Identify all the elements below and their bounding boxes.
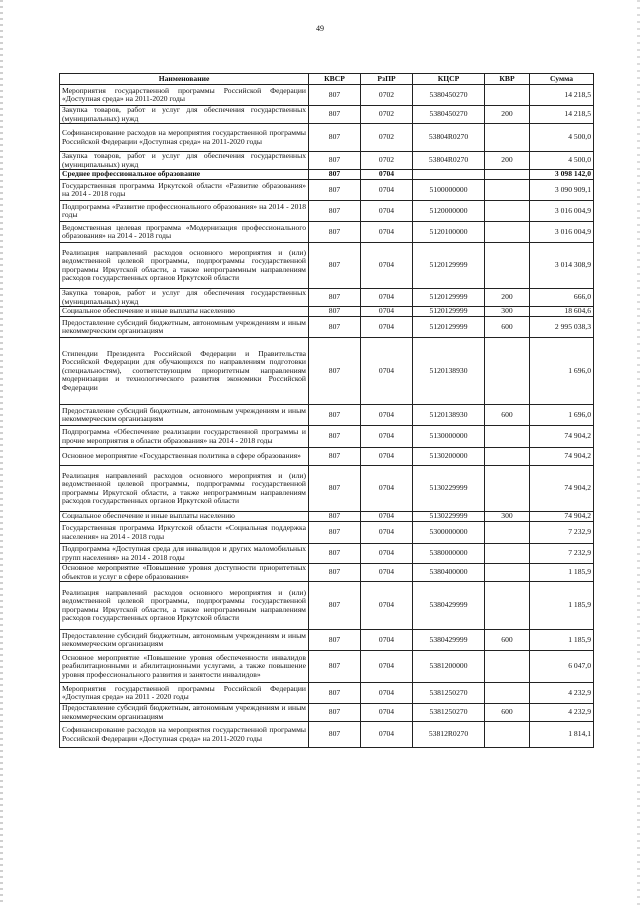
table-row bbox=[60, 722, 594, 748]
cell-kcsr: 5120138930 bbox=[413, 405, 485, 426]
cell-name: Предоставление субсидий бюджетным, автономным учреждениям и иным некоммерческим организациям bbox=[60, 630, 309, 651]
cell-name: Закупка товаров, работ и услуг для обеспечения государственных (муниципальных) нужд bbox=[60, 106, 309, 124]
cell-kvr bbox=[485, 544, 530, 564]
cell-kcsr: 5130200000 bbox=[413, 448, 485, 466]
cell-name: Подпрограмма «Доступная среда для инвалидов и других маломобильных групп населения» на 2014 - 2018 годы bbox=[60, 544, 309, 564]
scan-edge-left bbox=[0, 0, 3, 905]
cell-kvsr: 807 bbox=[309, 317, 361, 338]
cell-kvr: 600 bbox=[485, 317, 530, 338]
cell-rzpr: 0704 bbox=[361, 466, 413, 512]
table-row bbox=[60, 170, 594, 180]
cell-name: Закупка товаров, работ и услуг для обеспечения государственных (муниципальных) нужд bbox=[60, 289, 309, 307]
cell-rzpr: 0704 bbox=[361, 243, 413, 289]
cell-kvsr: 807 bbox=[309, 180, 361, 201]
cell-kvsr: 807 bbox=[309, 704, 361, 722]
cell-name: Предоставление субсидий бюджетным, автономным учреждениям и иным некоммерческим организациям bbox=[60, 405, 309, 426]
cell-kvr bbox=[485, 426, 530, 448]
cell-name: Реализация направлений расходов основного мероприятия и (или) ведомственной целевой программы, подпрограммы государственной программы Иркутской области, а также непрограммным направлениям расходов государственных органов Иркутской области bbox=[60, 582, 309, 630]
cell-kcsr: 53812R0270 bbox=[413, 722, 485, 748]
cell-kcsr: 5380450270 bbox=[413, 85, 485, 106]
cell-kvr bbox=[485, 564, 530, 582]
cell-kvsr: 807 bbox=[309, 222, 361, 243]
cell-name: Закупка товаров, работ и услуг для обеспечения государственных (муниципальных) нужд bbox=[60, 152, 309, 170]
cell-kcsr: 5120100000 bbox=[413, 222, 485, 243]
cell-kvr bbox=[485, 201, 530, 222]
cell-name: Предоставление субсидий бюджетным, автономным учреждениям и иным некоммерческим организациям bbox=[60, 704, 309, 722]
table-row bbox=[60, 405, 594, 426]
cell-kcsr: 5120129999 bbox=[413, 317, 485, 338]
cell-sum: 7 232,9 bbox=[530, 544, 594, 564]
table-row bbox=[60, 317, 594, 338]
column-header-kcsr: КЦСР bbox=[413, 74, 485, 85]
cell-kvsr: 807 bbox=[309, 307, 361, 317]
cell-rzpr: 0704 bbox=[361, 582, 413, 630]
cell-kvr bbox=[485, 466, 530, 512]
cell-kcsr: 53804R0270 bbox=[413, 124, 485, 152]
cell-kvsr: 807 bbox=[309, 564, 361, 582]
table-row bbox=[60, 152, 594, 170]
cell-kcsr: 5380450270 bbox=[413, 106, 485, 124]
cell-sum: 14 218,5 bbox=[530, 106, 594, 124]
cell-kcsr: 5130229999 bbox=[413, 466, 485, 512]
cell-kvsr: 807 bbox=[309, 243, 361, 289]
cell-rzpr: 0704 bbox=[361, 704, 413, 722]
cell-kvsr: 807 bbox=[309, 683, 361, 704]
cell-kvsr: 807 bbox=[309, 512, 361, 522]
cell-kvr bbox=[485, 651, 530, 683]
cell-kcsr: 5381250270 bbox=[413, 683, 485, 704]
cell-name: Государственная программа Иркутской области «Социальная поддержка населения» на 2014 - 2018 годы bbox=[60, 522, 309, 544]
table-row bbox=[60, 85, 594, 106]
cell-rzpr: 0704 bbox=[361, 683, 413, 704]
cell-kvr: 300 bbox=[485, 307, 530, 317]
table-header-row bbox=[60, 74, 594, 85]
cell-kvr bbox=[485, 683, 530, 704]
cell-rzpr: 0704 bbox=[361, 222, 413, 243]
cell-sum: 4 500,0 bbox=[530, 152, 594, 170]
cell-rzpr: 0704 bbox=[361, 289, 413, 307]
cell-name: Ведомственная целевая программа «Модернизация профессионального образования» на 2014 - 2018 годы bbox=[60, 222, 309, 243]
cell-name: Основное мероприятие «Повышение уровня обеспеченности инвалидов реабилитационными и абилитационными услугами, а также повышение уровня профессионального развития и занятости инвалидов» bbox=[60, 651, 309, 683]
table-row bbox=[60, 466, 594, 512]
cell-kvr bbox=[485, 448, 530, 466]
cell-kvsr: 807 bbox=[309, 722, 361, 748]
table-row bbox=[60, 106, 594, 124]
table-row bbox=[60, 180, 594, 201]
column-header-kvsr: КВСР bbox=[309, 74, 361, 85]
cell-rzpr: 0704 bbox=[361, 170, 413, 180]
cell-kvr bbox=[485, 170, 530, 180]
cell-sum: 1 814,1 bbox=[530, 722, 594, 748]
cell-kcsr: 5381200000 bbox=[413, 651, 485, 683]
cell-sum: 1 185,9 bbox=[530, 582, 594, 630]
cell-sum: 1 185,9 bbox=[530, 564, 594, 582]
cell-kcsr: 5380429999 bbox=[413, 582, 485, 630]
cell-sum: 3 098 142,0 bbox=[530, 170, 594, 180]
table-row bbox=[60, 448, 594, 466]
cell-kvr: 200 bbox=[485, 289, 530, 307]
cell-rzpr: 0704 bbox=[361, 564, 413, 582]
cell-rzpr: 0704 bbox=[361, 338, 413, 405]
table-row bbox=[60, 630, 594, 651]
cell-name: Предоставление субсидий бюджетным, автономным учреждениям и иным некоммерческим организациям bbox=[60, 317, 309, 338]
column-header-kvr: КВР bbox=[485, 74, 530, 85]
cell-kvsr: 807 bbox=[309, 466, 361, 512]
cell-kvsr: 807 bbox=[309, 338, 361, 405]
table-row bbox=[60, 201, 594, 222]
cell-sum: 3 090 909,1 bbox=[530, 180, 594, 201]
table-row bbox=[60, 307, 594, 317]
cell-sum: 18 604,6 bbox=[530, 307, 594, 317]
cell-sum: 74 904,2 bbox=[530, 466, 594, 512]
cell-sum: 6 047,0 bbox=[530, 651, 594, 683]
table-row bbox=[60, 124, 594, 152]
cell-name: Подпрограмма «Развитие профессионального образования» на 2014 - 2018 годы bbox=[60, 201, 309, 222]
cell-sum: 4 232,9 bbox=[530, 683, 594, 704]
table-row bbox=[60, 544, 594, 564]
cell-kcsr: 53804R0270 bbox=[413, 152, 485, 170]
cell-sum: 14 218,5 bbox=[530, 85, 594, 106]
cell-kvsr: 807 bbox=[309, 152, 361, 170]
cell-name: Софинансирование расходов на мероприятия государственной программы Российской Федерации «Доступная среда» на 2011-2020 годы bbox=[60, 722, 309, 748]
cell-rzpr: 0702 bbox=[361, 106, 413, 124]
cell-name: Среднее профессиональное образование bbox=[60, 170, 309, 180]
cell-name: Государственная программа Иркутской области «Развитие образования» на 2014 - 2018 годы bbox=[60, 180, 309, 201]
cell-sum: 74 904,2 bbox=[530, 512, 594, 522]
cell-kvsr: 807 bbox=[309, 85, 361, 106]
table-row bbox=[60, 564, 594, 582]
table-row bbox=[60, 704, 594, 722]
cell-kcsr: 5300000000 bbox=[413, 522, 485, 544]
cell-kcsr: 5120129999 bbox=[413, 289, 485, 307]
cell-kcsr: 5130229999 bbox=[413, 512, 485, 522]
cell-kcsr: 5120000000 bbox=[413, 201, 485, 222]
cell-kvr bbox=[485, 222, 530, 243]
cell-kvr bbox=[485, 722, 530, 748]
cell-kvr bbox=[485, 124, 530, 152]
cell-sum: 74 904,2 bbox=[530, 448, 594, 466]
cell-kvsr: 807 bbox=[309, 405, 361, 426]
cell-kvsr: 807 bbox=[309, 522, 361, 544]
cell-rzpr: 0704 bbox=[361, 512, 413, 522]
cell-rzpr: 0704 bbox=[361, 307, 413, 317]
column-header-rzpr: РзПР bbox=[361, 74, 413, 85]
cell-sum: 4 500,0 bbox=[530, 124, 594, 152]
cell-rzpr: 0704 bbox=[361, 201, 413, 222]
cell-kcsr: 5120129999 bbox=[413, 243, 485, 289]
cell-name: Софинансирование расходов на мероприятия государственной программы Российской Федерации «Доступная среда» на 2011-2020 годы bbox=[60, 124, 309, 152]
cell-rzpr: 0704 bbox=[361, 448, 413, 466]
table-row bbox=[60, 582, 594, 630]
cell-sum: 1 696,0 bbox=[530, 338, 594, 405]
cell-name: Стипендии Президента Российской Федерации и Правительства Российской Федерации для обучающихся по направлениям подготовки (специальностям), соответствующим приоритетным направлениям модернизации и технологического развития экономики Российской Федерации bbox=[60, 338, 309, 405]
page-number: 49 bbox=[316, 24, 324, 33]
column-header-sum: Сумма bbox=[530, 74, 594, 85]
cell-name: Мероприятия государственной программы Российской Федерации «Доступная среда» на 2011-2020 годы bbox=[60, 85, 309, 106]
cell-rzpr: 0702 bbox=[361, 85, 413, 106]
cell-kvsr: 807 bbox=[309, 448, 361, 466]
table-row bbox=[60, 522, 594, 544]
cell-kvr bbox=[485, 180, 530, 201]
cell-kvsr: 807 bbox=[309, 201, 361, 222]
cell-kvsr: 807 bbox=[309, 426, 361, 448]
table-row bbox=[60, 512, 594, 522]
cell-rzpr: 0704 bbox=[361, 544, 413, 564]
cell-kvsr: 807 bbox=[309, 289, 361, 307]
cell-kvsr: 807 bbox=[309, 544, 361, 564]
cell-sum: 1 185,9 bbox=[530, 630, 594, 651]
cell-kvr bbox=[485, 85, 530, 106]
cell-sum: 1 696,0 bbox=[530, 405, 594, 426]
cell-kvsr: 807 bbox=[309, 124, 361, 152]
cell-rzpr: 0704 bbox=[361, 317, 413, 338]
cell-rzpr: 0704 bbox=[361, 630, 413, 651]
cell-kvr: 300 bbox=[485, 512, 530, 522]
cell-rzpr: 0702 bbox=[361, 152, 413, 170]
cell-kvsr: 807 bbox=[309, 630, 361, 651]
cell-kvr: 200 bbox=[485, 106, 530, 124]
table-row bbox=[60, 222, 594, 243]
cell-kcsr: 5380000000 bbox=[413, 544, 485, 564]
table-row bbox=[60, 289, 594, 307]
cell-kcsr: 5120129999 bbox=[413, 307, 485, 317]
cell-kvr: 200 bbox=[485, 152, 530, 170]
table-body bbox=[60, 85, 594, 748]
column-header-name: Наименование bbox=[60, 74, 309, 85]
cell-kvr: 600 bbox=[485, 704, 530, 722]
cell-name: Социальное обеспечение и иные выплаты населению bbox=[60, 512, 309, 522]
cell-kvsr: 807 bbox=[309, 651, 361, 683]
cell-name: Основное мероприятие «Повышение уровня доступности приоритетных объектов и услуг в сфере образования» bbox=[60, 564, 309, 582]
table-row bbox=[60, 426, 594, 448]
cell-kvr bbox=[485, 582, 530, 630]
cell-kvr: 600 bbox=[485, 630, 530, 651]
budget-table bbox=[59, 73, 594, 748]
cell-kvsr: 807 bbox=[309, 170, 361, 180]
cell-kvsr: 807 bbox=[309, 106, 361, 124]
cell-kvr bbox=[485, 243, 530, 289]
cell-kcsr: 5381250270 bbox=[413, 704, 485, 722]
cell-sum: 2 995 038,3 bbox=[530, 317, 594, 338]
cell-kvr bbox=[485, 522, 530, 544]
table-row bbox=[60, 243, 594, 289]
cell-name: Реализация направлений расходов основного мероприятия и (или) ведомственной целевой программы, подпрограммы государственной программы Иркутской области, а также непрограммным направлениям расходов государственных органов Иркутской области bbox=[60, 466, 309, 512]
cell-rzpr: 0702 bbox=[361, 124, 413, 152]
cell-sum: 4 232,9 bbox=[530, 704, 594, 722]
cell-sum: 3 014 308,9 bbox=[530, 243, 594, 289]
cell-kcsr: 5380429999 bbox=[413, 630, 485, 651]
cell-sum: 7 232,9 bbox=[530, 522, 594, 544]
cell-name: Подпрограмма «Обеспечение реализации государственной программы и прочие мероприятия в области образования» на 2014 - 2018 годы bbox=[60, 426, 309, 448]
cell-rzpr: 0704 bbox=[361, 651, 413, 683]
cell-kcsr: 5130000000 bbox=[413, 426, 485, 448]
cell-kvr: 600 bbox=[485, 405, 530, 426]
cell-sum: 74 904,2 bbox=[530, 426, 594, 448]
cell-kvsr: 807 bbox=[309, 582, 361, 630]
cell-name: Реализация направлений расходов основного мероприятия и (или) ведомственной целевой программы, подпрограммы государственной программы Иркутской области, а также непрограммным направлениям расходов государственных органов Иркутской области bbox=[60, 243, 309, 289]
cell-rzpr: 0704 bbox=[361, 522, 413, 544]
cell-kvr bbox=[485, 338, 530, 405]
cell-rzpr: 0704 bbox=[361, 426, 413, 448]
cell-kcsr: 5380400000 bbox=[413, 564, 485, 582]
table-row bbox=[60, 651, 594, 683]
table-row bbox=[60, 683, 594, 704]
cell-sum: 3 016 004,9 bbox=[530, 222, 594, 243]
cell-sum: 666,0 bbox=[530, 289, 594, 307]
cell-kcsr: 5120138930 bbox=[413, 338, 485, 405]
cell-rzpr: 0704 bbox=[361, 722, 413, 748]
cell-rzpr: 0704 bbox=[361, 405, 413, 426]
cell-name: Мероприятия государственной программы Российской Федерации «Доступная среда» на 2011 - 2020 годы bbox=[60, 683, 309, 704]
cell-name: Основное мероприятие «Государственная политика в сфере образования» bbox=[60, 448, 309, 466]
cell-kcsr: 5100000000 bbox=[413, 180, 485, 201]
cell-kcsr bbox=[413, 170, 485, 180]
cell-sum: 3 016 004,9 bbox=[530, 201, 594, 222]
cell-name: Социальное обеспечение и иные выплаты населению bbox=[60, 307, 309, 317]
cell-rzpr: 0704 bbox=[361, 180, 413, 201]
table-row bbox=[60, 338, 594, 405]
